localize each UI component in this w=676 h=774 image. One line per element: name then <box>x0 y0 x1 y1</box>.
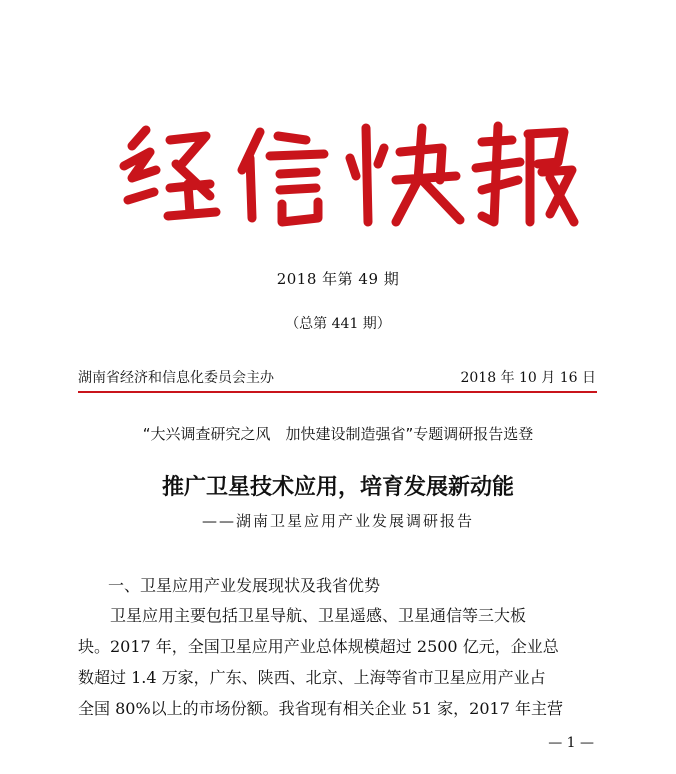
page-number: — 1 — <box>548 735 594 751</box>
body-line: 卫星应用主要包括卫星导航、卫星遥感、卫星通信等三大板 <box>78 606 527 625</box>
issue-number: 2018 年第 49 期 <box>276 270 400 288</box>
series-title: “大兴调查研究之风 加快建设制造强省”专题调研报告选登 <box>142 425 534 443</box>
masthead-logo <box>110 118 580 228</box>
body-line: 全国 80%以上的市场份额。我省现有相关企业 51 家，2017 年主营 <box>78 699 563 718</box>
publisher: 湖南省经济和信息化委员会主办 <box>78 370 274 386</box>
article-title: 推广卫星技术应用，培育发展新动能 <box>161 474 514 500</box>
publish-date: 2018 年 10 月 16 日 <box>460 370 596 386</box>
masthead-calligraphy <box>110 118 580 228</box>
article-body <box>78 600 598 724</box>
section-heading: 一、卫星应用产业发展现状及我省优势 <box>108 576 381 595</box>
article-subtitle: ——湖南卫星应用产业发展调研报告 <box>201 512 474 530</box>
header-divider <box>78 391 597 393</box>
body-line: 块。2017 年，全国卫星应用产业总体规模超过 2500 亿元，企业总 <box>78 637 559 656</box>
body-line: 数超过 1.4 万家，广东、陕西、北京、上海等省市卫星应用产业占 <box>78 668 546 687</box>
total-issue-number: （总第 441 期） <box>285 316 391 332</box>
